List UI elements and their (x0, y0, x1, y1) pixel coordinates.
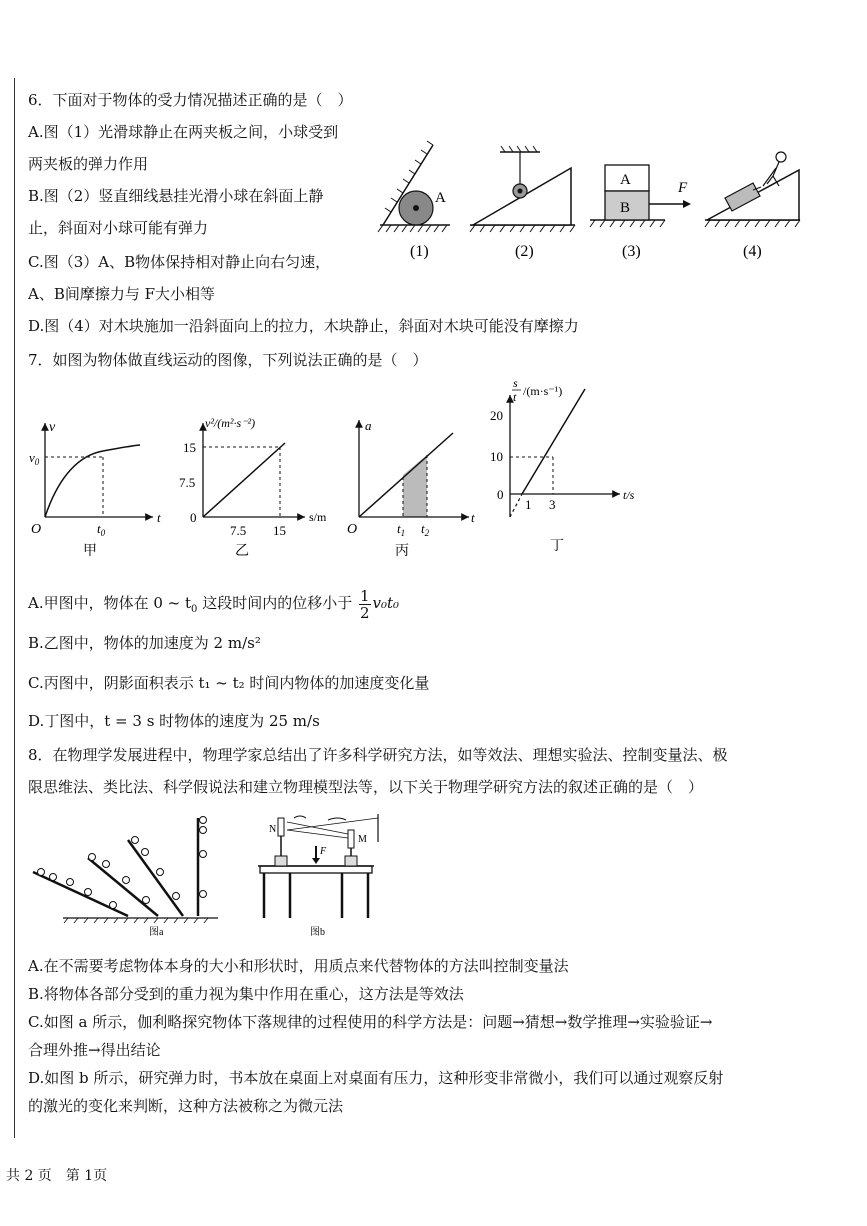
jia-xlabel: t (157, 510, 161, 525)
q6-option-b-line2: 止，斜面对小球可能有弹力 (28, 219, 209, 237)
jia-name: 甲 (83, 544, 97, 559)
fig2-caption: (2) (515, 243, 534, 260)
bing-ylabel: a (365, 418, 372, 433)
q8-option-d-line2: 的激光的变化来判断，这种方法被称之为微元法 (28, 1097, 344, 1115)
fig3-block-a-label: A (620, 172, 631, 188)
bing-xlabel: t (471, 510, 475, 525)
q8-fig-a-caption: 图a (149, 927, 164, 938)
q7-a-frac-den: 2 (359, 603, 370, 622)
yi-ytick-0: 0 (190, 510, 197, 525)
q8-option-d-line1: D.如图 b 所示，研究弹力时，书本放在桌面上对桌面有压力，这种形变非常微小，我们可以通过观察反射 (28, 1069, 724, 1087)
q7-a-sub: 0 (191, 604, 198, 615)
q6-option-c-line2: A、B间摩擦力与 F大小相等 (28, 285, 216, 303)
q7-option-d: D.丁图中，t = 3 s 时物体的速度为 25 m/s (28, 712, 320, 730)
yi-line (203, 443, 285, 517)
q8-option-c-line2: 合理外推→得出结论 (28, 1041, 161, 1059)
q7-a-post: v₀t₀ (372, 594, 400, 612)
fig4-caption: (4) (743, 243, 762, 260)
graph-jia (29, 420, 161, 559)
ding-ytick-0: 0 (497, 487, 504, 502)
q7-a-fraction (359, 588, 371, 621)
q8-fig-b-caption: 图b (310, 927, 325, 938)
fig3-block-b-label: B (620, 200, 631, 216)
q6-figure-3 (590, 165, 691, 260)
page-footer: 共 2 页 第 1页 (6, 1168, 108, 1184)
q6-option-a-line2: 两夹板的弹力作用 (28, 155, 149, 173)
jia-ylabel: v (49, 420, 56, 435)
ding-xtick-1: 1 (525, 497, 532, 512)
q6-option-c-line1: C.图（3）A、B物体保持相对静止向右匀速， (28, 253, 331, 271)
bing-t1-label: $t_1$ (397, 521, 406, 538)
q6-figure-2 (470, 146, 575, 260)
yi-ytick-7.5: 7.5 (179, 475, 196, 490)
jia-v0-label: $v_0$ (29, 450, 40, 467)
bing-t2-label: $t_2$ (421, 521, 430, 538)
jia-t0-label: $t_0$ (97, 521, 106, 538)
q7-a-frac-num: 1 (359, 586, 370, 605)
q8-stem-line2: 限思维法、类比法、科学假说法和建立物理模型法等，以下关于物理学研究方法的叙述正确的是（ ） (28, 778, 704, 796)
fig1-ball-label: A (435, 190, 446, 206)
q7-option-c: C.丙图中，阴影面积表示 t₁ ~ t₂ 时间内物体的加速度变化量 (28, 674, 430, 692)
yi-xtick-7.5: 7.5 (230, 523, 247, 538)
jia-curve (45, 445, 140, 517)
q6-option-a-line1: A.图（1）光滑球静止在两夹板之间，小球受到 (28, 123, 339, 141)
q8-figures (28, 810, 398, 945)
q8-fig-b-n: N (269, 824, 277, 835)
ding-ylabel-unit: /(m·s⁻¹) (523, 384, 563, 398)
q7-option-b: B.乙图中，物体的加速度为 2 m/s² (28, 634, 261, 652)
margin-line (14, 78, 15, 1138)
graph-ding (490, 376, 635, 554)
q8-fig-b-f: F (320, 846, 327, 857)
q6-figure-1 (378, 141, 450, 260)
q8-option-b: B.将物体各部分受到的重力视为集中作用在重心，这方法是等效法 (28, 985, 464, 1003)
ding-xtick-3: 3 (549, 497, 556, 512)
q7-graphs (25, 375, 655, 570)
q8-fig-b-m: M (358, 834, 367, 845)
q6-option-b-line1: B.图（2）竖直细线悬挂光滑小球在斜面上静 (28, 187, 324, 205)
q8-figure-b (258, 814, 378, 938)
ding-line (522, 389, 585, 494)
ding-name: 丁 (550, 539, 564, 554)
bing-name: 丙 (395, 544, 409, 559)
graph-yi (179, 416, 327, 559)
q7-option-a (28, 585, 399, 621)
yi-xtick-15: 15 (273, 523, 286, 538)
q6-stem: 6．下面对于物体的受力情况描述正确的是（ ） (28, 91, 353, 109)
q8-option-a: A.在不需要考虑物体本身的大小和形状时，用质点来代替物体的方法叫控制变量法 (28, 957, 569, 975)
ding-ylabel-den: t (513, 390, 517, 404)
ding-ytick-20: 20 (490, 408, 503, 423)
fig3-force-label: F (678, 180, 688, 196)
ding-xlabel: t/s (623, 488, 635, 502)
yi-xlabel: s/m (309, 510, 327, 524)
fig3-caption: (3) (622, 243, 641, 260)
ding-ylabel-num: s (513, 376, 518, 390)
q7-a-mid: 这段时间内的位移小于 (197, 594, 353, 612)
q8-option-c-line1: C.如图 a 所示，伽利略探究物体下落规律的过程使用的科学方法是：问题→猜想→数学推理→实验验证→ (28, 1013, 713, 1031)
q7-stem: 7．如图为物体做直线运动的图像，下列说法正确的是（ ） (28, 351, 428, 369)
jia-origin: O (31, 522, 42, 537)
yi-name: 乙 (235, 544, 249, 559)
q8-stem-line1: 8．在物理学发展进程中，物理学家总结出了许多科学研究方法，如等效法、理想实验法、控制变量法、极 (28, 746, 728, 764)
yi-ytick-15: 15 (183, 440, 196, 455)
q7-a-pre: A.甲图中，物体在 0 ~ t (28, 594, 192, 612)
q8-figure-a (33, 817, 218, 939)
graph-bing (347, 418, 475, 559)
q6-figure-4 (705, 152, 800, 260)
bing-origin: O (347, 522, 358, 537)
ding-ytick-10: 10 (490, 449, 503, 464)
yi-ylabel: v²/(m²·s⁻²) (205, 416, 256, 430)
fig1-caption: (1) (410, 243, 429, 260)
q6-figures (375, 140, 805, 265)
q6-option-d: D.图（4）对木块施加一沿斜面向上的拉力，木块静止，斜面对木块可能没有摩擦力 (28, 317, 579, 335)
